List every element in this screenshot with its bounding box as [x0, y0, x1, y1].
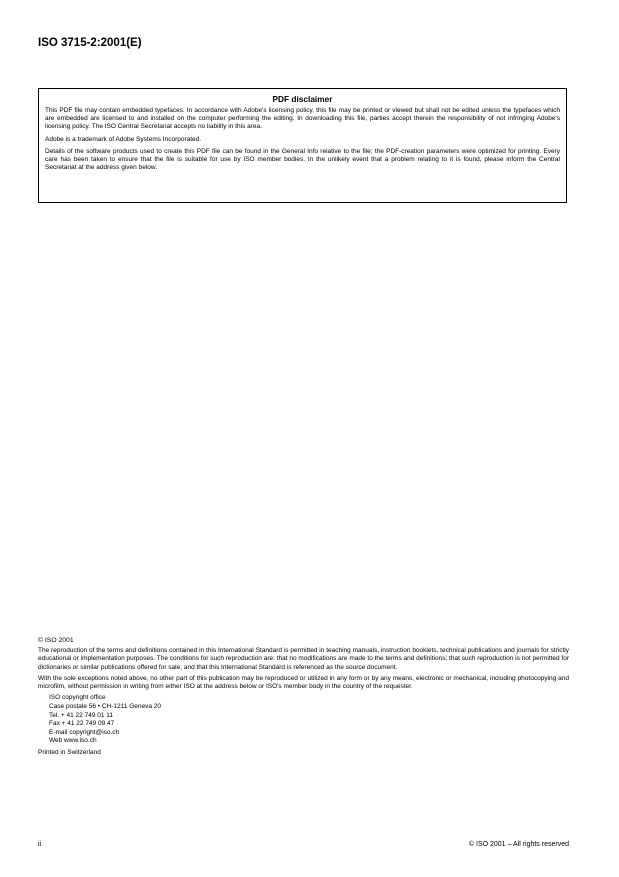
disclaimer-paragraph-software: Details of the software products used to create this PDF file can be found in the General Info relative to the file; the PDF-creation parameters were optimized for printing. Every care has been taken to ensure that the file is suitable for use by ISO member bodies. In the unlikely event that a problem relating to it is found, please inform the Central Secretariat at the address given below. [45, 147, 560, 172]
disclaimer-title: PDF disclaimer [272, 94, 333, 104]
disclaimer-paragraph-licensing: This PDF file may contain embedded typefaces. In accordance with Adobe's licensing policy, this file may be printed or viewed but shall not be edited unless the typefaces which are embedded are licensed to and installed on the computer performing the editing. In downloading this file, parties accept therein the responsibility of not infringing Adobe's licensing policy. The ISO Central Secretariat accepts no liability in this area. [45, 107, 560, 131]
address-postal: Case postale 56 • CH-1211 Geneva 20 [49, 703, 162, 711]
disclaimer-paragraph-trademark: Adobe is a trademark of Adobe Systems Incorporated. [45, 135, 202, 143]
document-id: ISO 3715-2:2001(E) [38, 37, 142, 49]
copyright-office-address [38, 694, 569, 746]
footer-rights: © ISO 2001 – All rights reserved [468, 841, 569, 848]
copyright-paragraph-exceptions: With the sole exceptions noted above, no other part of this publication may be reproduced or utilized in any form or by any means, electronic or mechanical, including photocopying and microfilm, without permission in writing from either ISO at the address below or ISO's member body in the country of the requester. [38, 674, 569, 691]
printed-in: Printed in Switzerland [38, 749, 101, 757]
copyright-notice: © ISO 2001 [38, 637, 74, 644]
page-number: ii [38, 841, 42, 848]
address-office-name: ISO copyright office [49, 694, 106, 702]
address-fax: Fax + 41 22 749 09 47 [49, 720, 115, 728]
address-telephone: Tel. + 41 22 749 01 11 [49, 711, 114, 719]
copyright-paragraph-reproduction: The reproduction of the terms and definitions contained in this International Standard is permitted in teaching manuals, instruction booklets, technical publications and journals for strictly educational or implementation purposes. The conditions for such reproduction are: that no modifications are made to the terms and definitions; that such reproduction is not permitted for dictionaries or similar publications offered for sale; and that this International Standard is referenced as the source document. [38, 647, 570, 671]
copyright-block [38, 637, 569, 756]
pdf-disclaimer-box [38, 88, 567, 203]
address-web: Web www.iso.ch [49, 737, 97, 745]
address-email: E-mail copyright@iso.ch [49, 728, 120, 736]
